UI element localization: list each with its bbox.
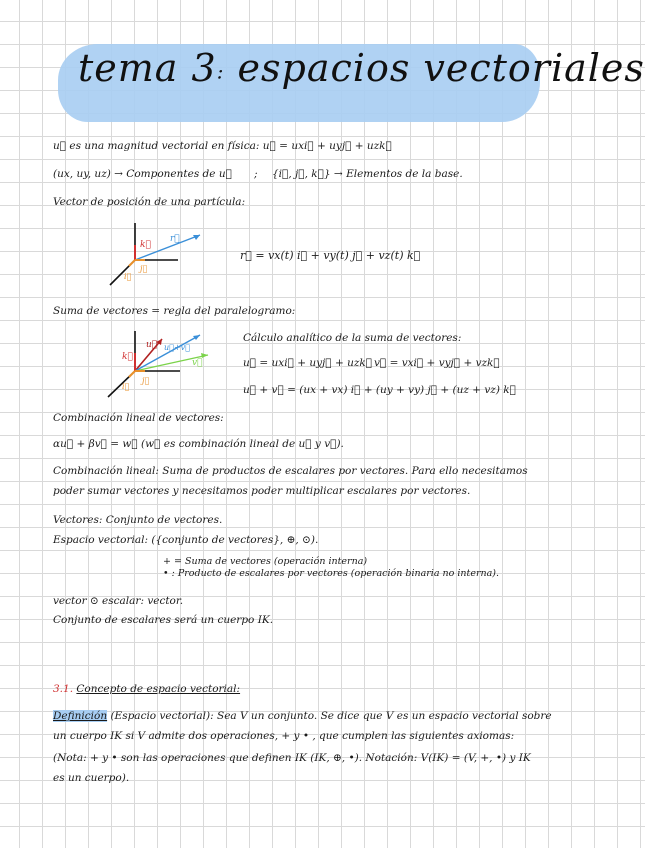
definition-line-2: un cuerpo IK si V admite dos operaciones, + y • , que cumplen las siguientes axiomas: (53, 730, 515, 742)
v-equation: v⃗ = vxi⃗ + vyj⃗ + vzk⃗ (374, 357, 500, 369)
figure-position-vector (100, 215, 230, 295)
fig2-label-i: i⃗ (122, 382, 130, 391)
definition-line-3: (Nota: + y • son las operaciones que definen IK (IK, ⊕, •). Notación: V(IK) = (V, +, •) y IK (53, 752, 531, 764)
section-number: 3.1. (53, 683, 74, 695)
line-conjunto-escalares: Conjunto de escalares será un cuerpo IK. (53, 614, 274, 626)
fig2-label-u: u⃗ (146, 340, 158, 350)
line-separator: ; (254, 168, 258, 180)
line-espacio: Espacio vectorial: ({conjunto de vectores}, ⊕, ⊙). (53, 534, 319, 546)
fig1-label-r: r⃗ (170, 234, 180, 244)
line-position: Vector de posición de una partícula: (53, 196, 246, 208)
fig1-label-j: j⃗ (140, 264, 148, 273)
figure-parallelogram (100, 325, 240, 405)
operation-product: • : Producto de escalares por vectores (operación binaria no interna). (163, 568, 500, 579)
line-magnitude: u⃗ es una magnitud vectorial en física: u⃗ = uxi⃗ + uyj⃗ + uzk⃗ (53, 140, 392, 152)
section-heading (53, 683, 240, 695)
combination-def-2: poder sumar vectores y necesitamos poder multiplicar escalares por vectores. (53, 485, 471, 497)
fig2-label-uv: u⃗+v⃗ (164, 343, 190, 352)
line-calculo: Cálculo analítico de la suma de vectores: (243, 332, 462, 344)
line-vector-escalar: vector ⊙ escalar: vector. (53, 595, 184, 607)
line-vectores: Vectores: Conjunto de vectores. (53, 514, 223, 526)
section-title: Concepto de espacio vectorial: (76, 683, 241, 695)
definition-text-1: (Espacio vectorial): Sea V un conjunto. Se dice que V es un espacio vectorial sobre (110, 710, 552, 722)
fig1-label-i: i⃗ (124, 272, 132, 281)
position-equation: r⃗ = vx(t) i⃗ + vy(t) j⃗ + vz(t) k⃗ (240, 249, 421, 262)
line-suma: Suma de vectores = regla del paralelogramo: (53, 305, 296, 317)
fig1-label-k: k⃗ (140, 240, 151, 250)
page-title: tema 3: espacios vectoriales (78, 46, 645, 90)
fig2-label-j: j⃗ (142, 376, 150, 385)
line-components: (ux, uy, uz) → Componentes de u⃗ (53, 168, 232, 180)
combination-equation: αu⃗ + βv⃗ = w⃗ (w⃗ es combinación lineal de u⃗ y v⃗). (53, 438, 344, 450)
operation-sum: + = Suma de vectores (operación interna) (163, 556, 368, 567)
fig2-label-v: v⃗ (192, 358, 203, 368)
combination-def-1: Combinación lineal: Suma de productos de escalares por vectores. Para ello necesitamos (53, 465, 528, 477)
u-equation: u⃗ = uxi⃗ + uyj⃗ + uzk⃗ (243, 357, 373, 369)
sum-equation: u⃗ + v⃗ = (ux + vx) i⃗ + (uy + vy) j⃗ + (uz + vz) k⃗ (243, 384, 516, 396)
definition-label: Definición (53, 710, 108, 722)
line-base: {i⃗, j⃗, k⃗} → Elementos de la base. (272, 168, 463, 180)
line-combinacion: Combinación lineal de vectores: (53, 412, 224, 424)
definition-line-4: es un cuerpo). (53, 772, 130, 784)
definition-line-1 (53, 710, 552, 722)
fig2-label-k: k⃗ (122, 352, 133, 362)
